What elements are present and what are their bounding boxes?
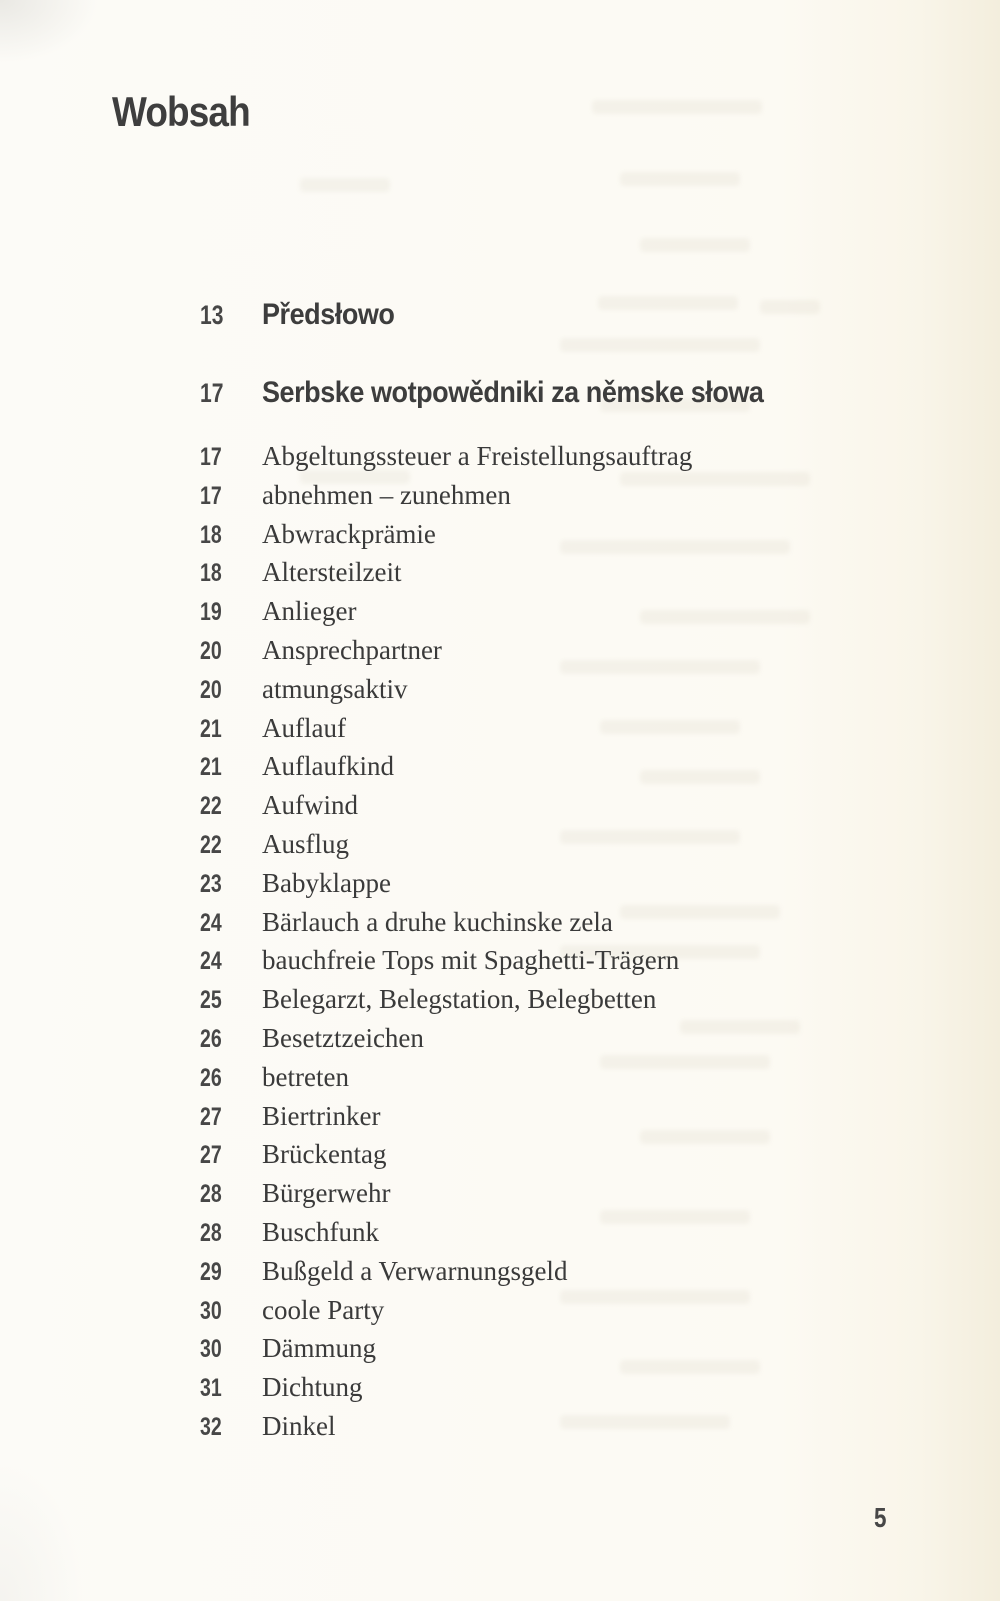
toc-entry-row: [200, 1369, 880, 1408]
toc-entry-page-number: 21: [200, 753, 222, 782]
toc-entry-label: Aufwind: [262, 790, 358, 821]
toc-entry-row: [200, 1214, 880, 1253]
toc-entry-label: Biertrinker: [262, 1100, 381, 1131]
toc-entry-row: [200, 632, 880, 671]
toc-entry-page-number: 21: [200, 714, 222, 743]
toc-entry-row: [200, 942, 880, 981]
toc-entry-row: [200, 981, 880, 1020]
toc-entry-row: [200, 1408, 880, 1447]
toc-entry-label: Bürgerwehr: [262, 1178, 391, 1209]
toc-entry-label: Buschfunk: [262, 1216, 379, 1247]
toc-entry-page-number: 18: [200, 520, 222, 549]
toc-entry-row: [200, 787, 880, 826]
toc-entry-label: Ansprechpartner: [262, 634, 442, 665]
toc-entry-page-number: 20: [200, 636, 222, 665]
toc-entry-row: [200, 477, 880, 516]
toc-entry-row: [200, 516, 880, 555]
toc-entry-page-number: 17: [200, 481, 222, 510]
bleedthrough-mark: [592, 100, 762, 114]
table-of-contents: [200, 296, 880, 1447]
toc-section-row: [200, 296, 880, 334]
toc-entry-row: [200, 671, 880, 710]
page-title: Wobsah: [112, 88, 250, 135]
toc-entry-page-number: 31: [200, 1374, 222, 1403]
toc-entry-page-number: 17: [200, 443, 222, 471]
toc-entry-page-number: 25: [200, 986, 222, 1015]
toc-entry-row: [200, 554, 880, 593]
toc-section-label: Předsłowo: [262, 298, 395, 331]
toc-entry-row: [200, 1292, 880, 1331]
toc-entry-page-number: 29: [200, 1257, 222, 1286]
toc-entry-label: Brückentag: [262, 1139, 387, 1170]
toc-entry-label: Auflauf: [262, 712, 346, 743]
toc-entry-label: Bärlauch a druhe kuchinske zela: [262, 906, 613, 937]
toc-entry-label: abnehmen – zunehmen: [262, 479, 511, 510]
toc-entry-row: [200, 748, 880, 787]
toc-entry-row: [200, 438, 880, 477]
toc-entry-row: [200, 826, 880, 865]
toc-section-page-number: 13: [200, 300, 224, 330]
toc-entry-label: Dämmung: [262, 1333, 376, 1364]
toc-section-page-number: 17: [200, 378, 224, 408]
bleedthrough-mark: [640, 238, 750, 252]
toc-section-list: [200, 296, 880, 412]
toc-entry-page-number: 26: [200, 1063, 222, 1092]
toc-entry-row: [200, 1175, 880, 1214]
toc-entry-label: Babyklappe: [262, 867, 391, 898]
toc-entry-row: [200, 593, 880, 632]
toc-entry-page-number: 24: [200, 908, 222, 937]
toc-entry-page-number: 18: [200, 559, 222, 588]
toc-entry-label: Besetztzeichen: [262, 1022, 424, 1053]
toc-entry-label: Altersteilzeit: [262, 557, 402, 588]
toc-entry-page-number: 24: [200, 947, 222, 976]
toc-entry-row: [200, 904, 880, 943]
toc-entry-page-number: 20: [200, 675, 222, 704]
toc-entry-page-number: 28: [200, 1180, 222, 1209]
toc-entry-label: Dichtung: [262, 1372, 363, 1403]
toc-entry-label: Belegarzt, Belegstation, Belegbetten: [262, 984, 657, 1015]
toc-entry-row: [200, 1330, 880, 1369]
toc-entry-label: Ausflug: [262, 828, 349, 859]
toc-entry-page-number: 22: [200, 792, 222, 821]
toc-entry-row: [200, 1136, 880, 1175]
toc-entry-label: betreten: [262, 1061, 349, 1092]
toc-section-row: [200, 374, 880, 412]
toc-entry-row: [200, 1098, 880, 1137]
toc-entry-row: [200, 710, 880, 749]
toc-entry-label: Dinkel: [262, 1410, 336, 1441]
toc-entry-page-number: 19: [200, 598, 222, 627]
toc-entry-label: coole Party: [262, 1294, 385, 1325]
toc-entry-label: Anlieger: [262, 596, 357, 627]
toc-entry-label: Auflaufkind: [262, 751, 394, 782]
toc-entry-page-number: 32: [200, 1412, 222, 1441]
toc-entry-row: [200, 865, 880, 904]
toc-entry-page-number: 26: [200, 1024, 222, 1053]
page-folio-number: 5: [874, 1502, 887, 1533]
toc-entry-row: [200, 1253, 880, 1292]
toc-entry-page-number: 27: [200, 1102, 222, 1131]
toc-entry-list: [200, 438, 880, 1447]
bleedthrough-mark: [620, 172, 740, 186]
toc-entry-label: Bußgeld a Verwarnungsgeld: [262, 1255, 568, 1286]
toc-entry-label: bauchfreie Tops mit Spaghetti-Trägern: [262, 945, 680, 976]
toc-entry-row: [200, 1020, 880, 1059]
toc-entry-page-number: 23: [200, 869, 222, 898]
toc-entry-label: atmungsaktiv: [262, 673, 408, 704]
toc-entry-page-number: 27: [200, 1141, 222, 1170]
toc-entry-page-number: 28: [200, 1218, 222, 1247]
toc-entry-label: Abwrackprämie: [262, 518, 436, 549]
toc-entry-page-number: 30: [200, 1335, 222, 1364]
toc-section-label: Serbske wotpowědniki za němske słowa: [262, 376, 764, 409]
bleedthrough-mark: [300, 178, 390, 192]
toc-entry-row: [200, 1059, 880, 1098]
toc-entry-page-number: 22: [200, 830, 222, 859]
toc-entry-page-number: 30: [200, 1296, 222, 1325]
toc-entry-label: Abgeltungssteuer a Freistellungsauftrag: [262, 441, 693, 471]
